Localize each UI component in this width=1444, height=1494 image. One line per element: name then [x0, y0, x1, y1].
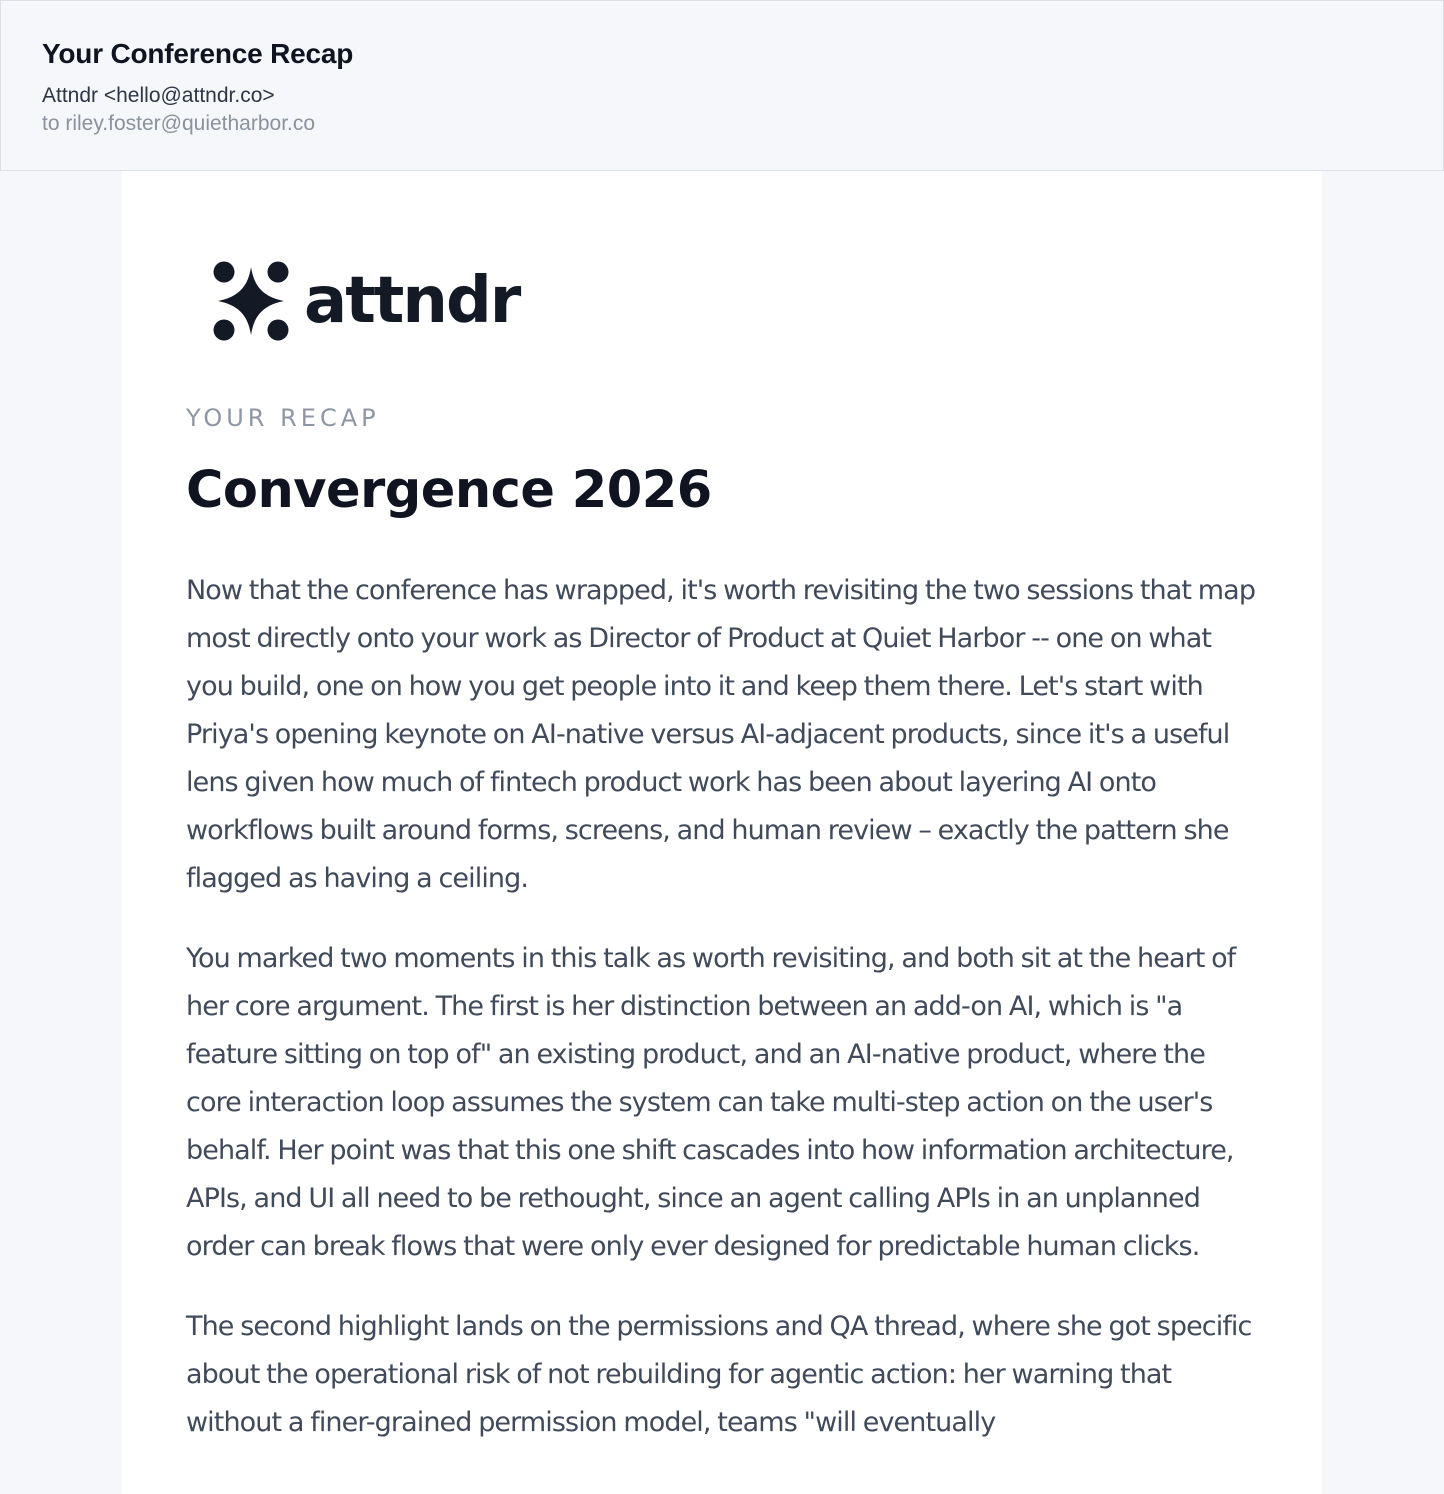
email-sender[interactable]: Attndr <hello@attndr.co> — [42, 84, 275, 107]
event-title: Convergence 2026 — [186, 461, 712, 520]
brand-logo — [210, 259, 519, 343]
email-recipient[interactable]: to riley.foster@quietharbor.co — [42, 112, 316, 135]
recap-paragraph: Now that the conference has wrapped, it's worth revisiting the two sessions that map most directly onto your work as Director of Product at Quiet Harbor -- one on what you build, one on how you get people into it and keep them there. Let's start with Priya's opening keynote on AI-native versus AI-adjacent products, since it's a useful lens given how much of fintech product work has been about layering AI onto workflows built around forms, screens, and human review – exactly the pattern she flagged as having a ceiling. — [186, 575, 1256, 894]
sparkle-dots-icon — [210, 259, 292, 343]
recap-paragraph: You marked two moments in this talk as worth revisiting, and both sit at the heart of her core argument. The first is her distinction between an add-on AI, which is "a feature sitting on top of" an existing product, and an AI-native product, where the core interaction loop assumes the system can take multi-step action on the user's behalf. Her point was that this one shift cascades into how information architecture, APIs, and UI all need to be rethought, since an agent calling APIs in an unplanned order can break flows that were only ever designed for predictable human clicks. — [186, 943, 1236, 1262]
recap-body — [186, 567, 1258, 1479]
brand-wordmark: attndr — [304, 264, 520, 338]
email-header — [0, 0, 1444, 171]
email-subject: Your Conference Recap — [42, 38, 354, 69]
recap-eyebrow: YOUR RECAP — [186, 404, 380, 432]
recap-paragraph: The second highlight lands on the permissions and QA thread, where she got specific about the operational risk of not rebuilding for agentic action: her warning that without a finer-grained permission model, teams "will eventually — [186, 1311, 1252, 1438]
email-body — [122, 171, 1322, 1494]
